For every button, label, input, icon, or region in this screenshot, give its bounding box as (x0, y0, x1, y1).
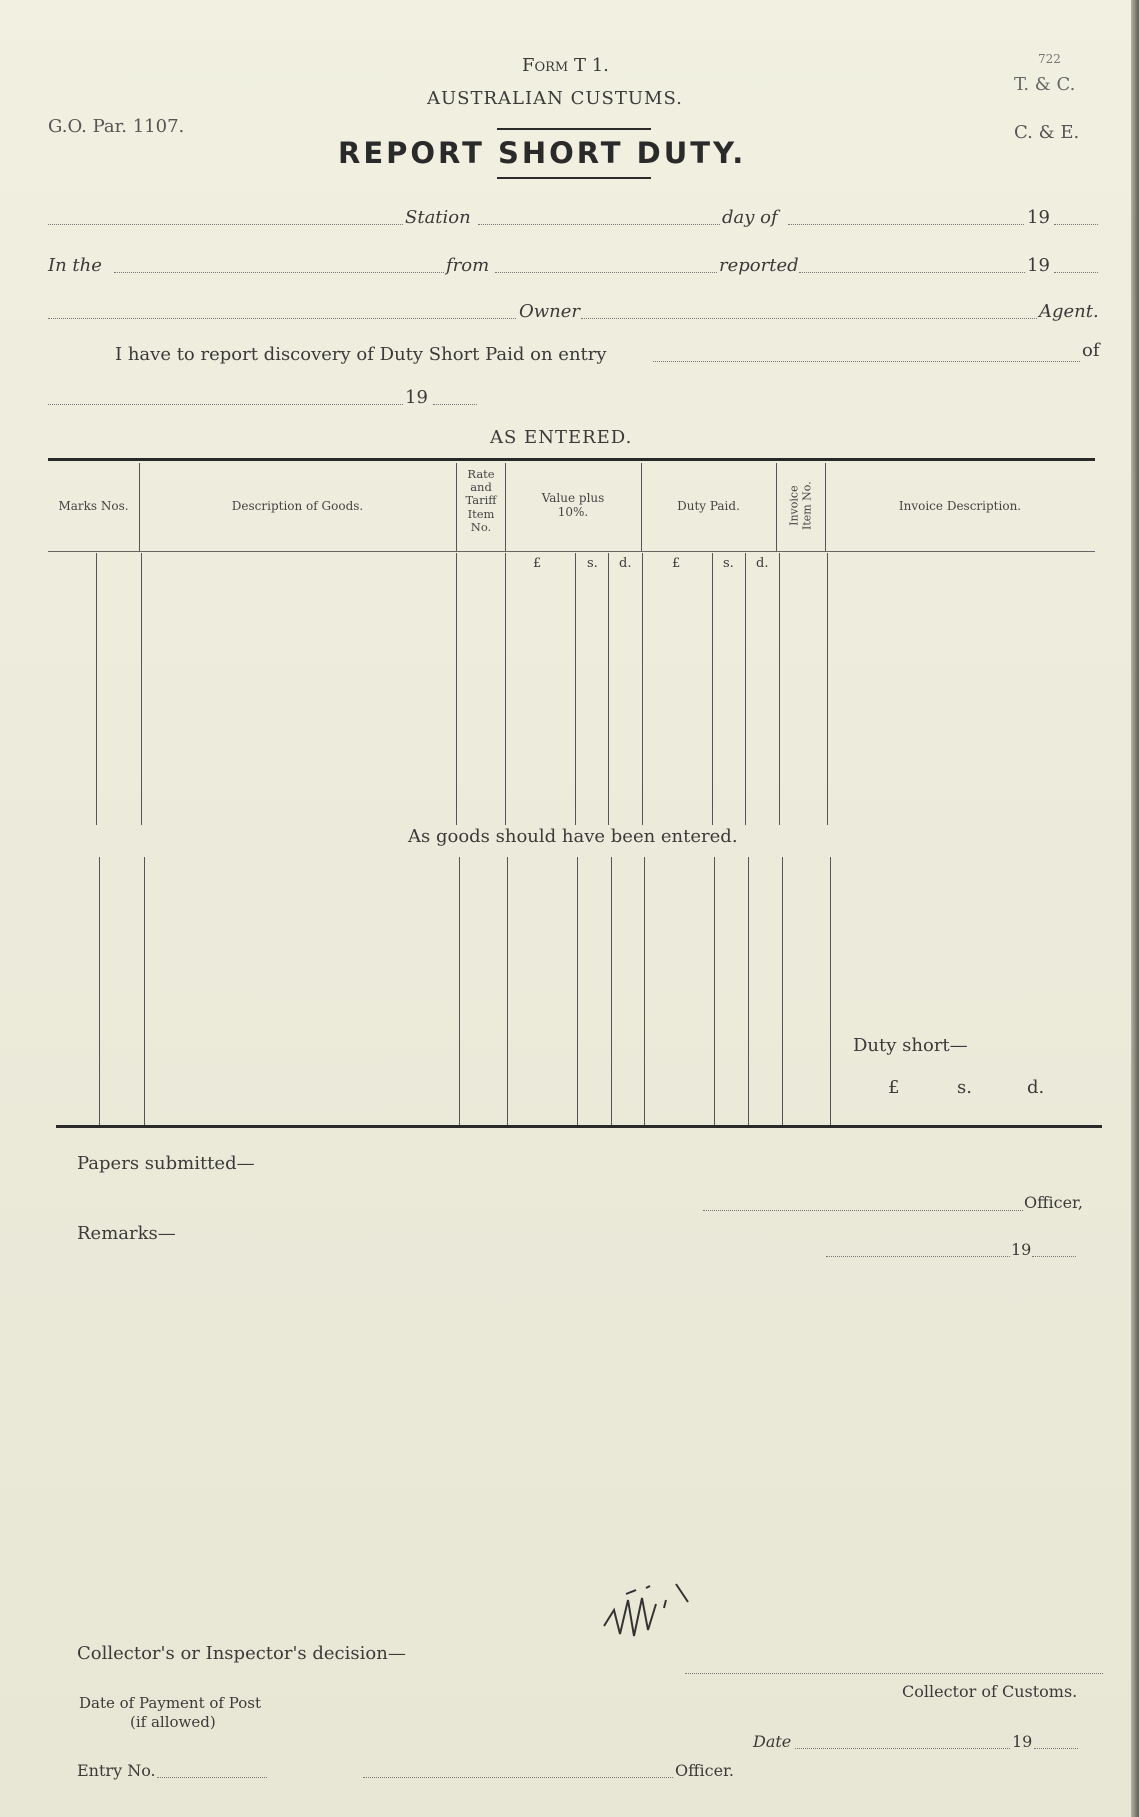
blank-line[interactable] (48, 404, 403, 405)
station-label: Station (405, 207, 471, 228)
report-statement: I have to report discovery of Duty Short Paid on entry (115, 344, 607, 365)
year-label: 19 (1012, 1732, 1033, 1751)
reported-label: reported (719, 255, 799, 276)
col-divider (608, 553, 609, 825)
col-divider (577, 857, 578, 1127)
header-description: Description of Goods. (231, 499, 364, 513)
owner-field[interactable] (581, 318, 1037, 319)
duty-short-label: Duty short— (853, 1035, 968, 1056)
col-divider (141, 553, 142, 825)
header-marks: Marks Nos. (58, 499, 129, 513)
year-label: 19 (1027, 207, 1050, 228)
col-divider (830, 857, 831, 1127)
col-divider (644, 857, 645, 1127)
table-header-rule (48, 551, 1095, 552)
col-divider (748, 857, 749, 1127)
col-divider (456, 463, 457, 551)
col-divider (459, 857, 460, 1127)
department-name: AUSTRALIAN CUSTUMS. (427, 88, 683, 109)
col-divider (96, 553, 97, 825)
owner-label: Owner (519, 301, 581, 322)
corner-code-ce: C. & E. (1014, 122, 1080, 143)
year-label: 19 (1027, 255, 1050, 276)
col-divider (776, 463, 777, 551)
from-field[interactable] (495, 272, 717, 273)
col-divider (642, 553, 643, 825)
handwritten-initials (596, 1580, 696, 1660)
table-rule-top (48, 458, 1095, 461)
payment-date-label: Date of Payment of Post (79, 1694, 261, 1712)
day-of-label: day of (722, 207, 778, 228)
year-field[interactable] (1054, 272, 1098, 273)
day-of-field[interactable] (788, 224, 1024, 225)
of-label: of (1082, 340, 1100, 361)
duty-pence: d. (756, 556, 769, 571)
officer-date-field[interactable] (826, 1256, 1010, 1257)
title-rule-bottom (497, 177, 651, 179)
header-value: Value plus 10%. (541, 491, 605, 519)
year-field[interactable] (1032, 1256, 1076, 1257)
from-label: from (446, 255, 490, 276)
title-rule-top (497, 128, 651, 130)
col-divider (611, 857, 612, 1127)
col-divider (456, 553, 457, 825)
entry-no-field[interactable] (157, 1777, 267, 1778)
value-pence: d. (619, 556, 632, 571)
in-the-label: In the (48, 255, 102, 276)
remarks-label: Remarks— (77, 1223, 176, 1244)
officer-footer-field[interactable] (363, 1777, 673, 1778)
col-divider (505, 463, 506, 551)
date-label: Date (753, 1732, 792, 1751)
col-divider (712, 553, 713, 825)
duty-pound: £ (672, 556, 681, 571)
officer-signature-field[interactable] (703, 1210, 1023, 1211)
header-invoice-item: Invoice Item No. (787, 481, 813, 531)
year-label: 19 (1011, 1240, 1032, 1259)
col-divider (779, 553, 780, 825)
entry-field[interactable] (653, 361, 1080, 362)
header-invoice-description: Invoice Description. (898, 499, 1022, 513)
papers-submitted-label: Papers submitted— (77, 1153, 255, 1174)
duty-short-pence: d. (1027, 1077, 1045, 1098)
col-divider (745, 553, 746, 825)
page-title: REPORT SHORT DUTY. (338, 136, 747, 170)
form-number: Form T 1. (522, 55, 609, 76)
header-duty-paid: Duty Paid. (677, 499, 740, 513)
corner-code-tc: T. & C. (1014, 74, 1076, 95)
year-label: 19 (405, 387, 428, 408)
col-divider (827, 553, 828, 825)
reported-field[interactable] (799, 272, 1025, 273)
blank-line[interactable] (48, 224, 403, 225)
decision-label: Collector's or Inspector's decision— (77, 1643, 406, 1664)
col-divider (144, 857, 145, 1127)
collector-label: Collector of Customs. (902, 1682, 1078, 1701)
entry-no-label: Entry No. (77, 1761, 156, 1780)
col-divider (505, 553, 506, 825)
header-rate: Rate and Tariff Item No. (465, 467, 497, 534)
payment-date-note: (if allowed) (130, 1713, 216, 1731)
table-rule-bottom (56, 1125, 1102, 1128)
reference-code: G.O. Par. 1107. (48, 116, 185, 137)
duty-shilling: s. (723, 556, 734, 571)
collector-signature-field[interactable] (685, 1673, 1103, 1674)
value-pound: £ (533, 556, 542, 571)
section-as-entered: AS ENTERED. (490, 427, 633, 448)
date-field[interactable] (795, 1748, 1010, 1749)
officer-footer-label: Officer. (675, 1761, 735, 1780)
duty-short-pound: £ (888, 1077, 900, 1098)
year-field[interactable] (1034, 1748, 1078, 1749)
blank-line[interactable] (48, 318, 516, 319)
col-divider (714, 857, 715, 1127)
col-divider (782, 857, 783, 1127)
corner-number: 722 (1038, 52, 1061, 66)
officer-label: Officer, (1024, 1193, 1084, 1212)
col-divider (575, 553, 576, 825)
duty-short-shilling: s. (957, 1077, 972, 1098)
station-field[interactable] (478, 224, 720, 225)
value-shilling: s. (587, 556, 598, 571)
col-divider (507, 857, 508, 1127)
year-field[interactable] (1054, 224, 1098, 225)
col-divider (99, 857, 100, 1127)
agent-label: Agent. (1039, 301, 1099, 322)
year-field[interactable] (433, 404, 477, 405)
in-the-field[interactable] (114, 272, 444, 273)
section-should-have-been: As goods should have been entered. (408, 826, 738, 847)
